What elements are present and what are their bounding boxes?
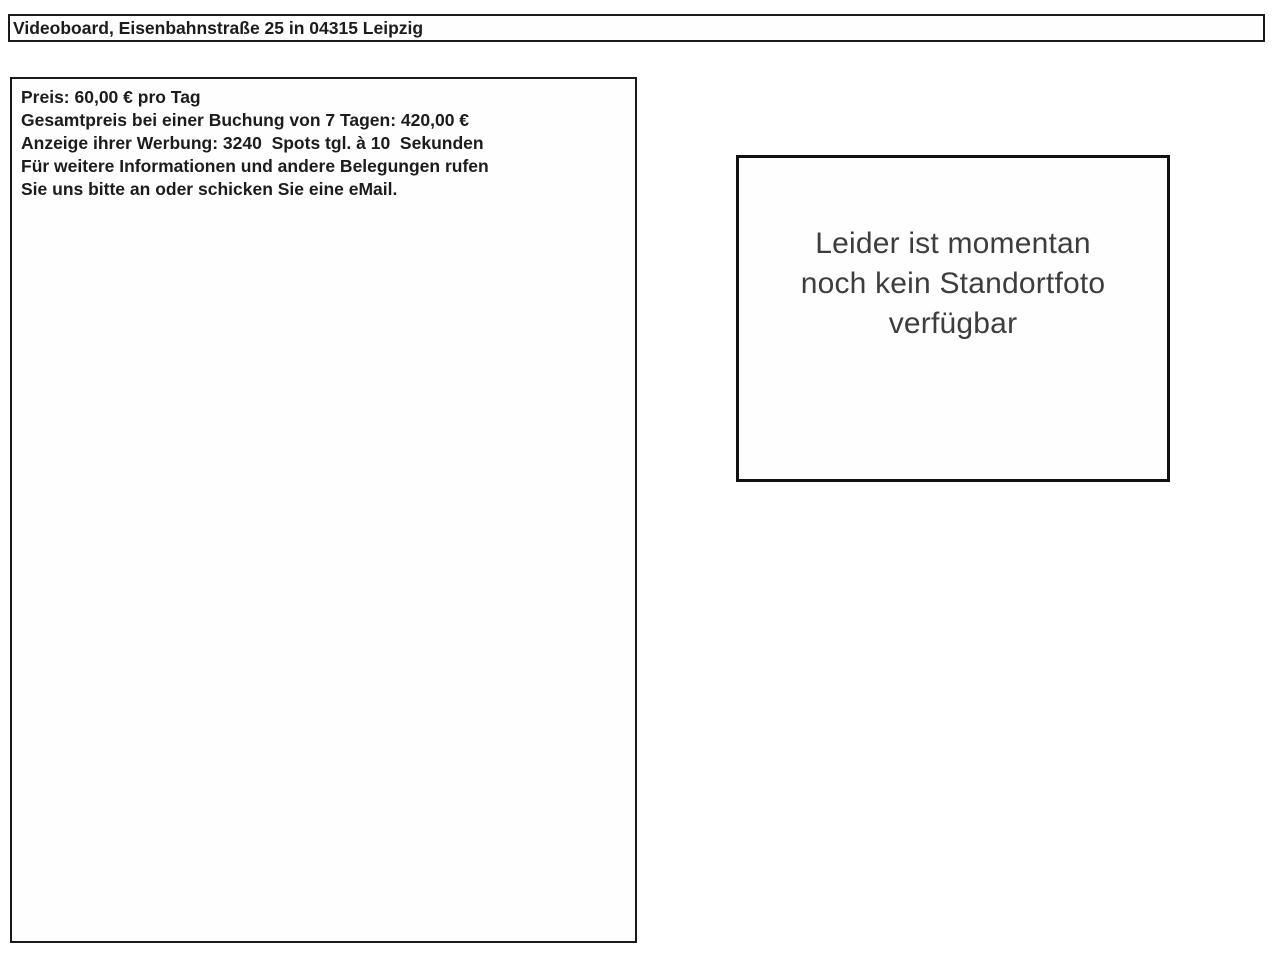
contact-note-line-1: Für weitere Informationen und andere Belegungen rufen	[21, 156, 489, 176]
location-photo-placeholder	[736, 155, 1170, 482]
contact-note-line-2: Sie uns bitte an oder schicken Sie eine eMail.	[21, 179, 398, 199]
contact-note	[21, 155, 611, 201]
total-price-text: Gesamtpreis bei einer Buchung von 7 Tagen: 420,00 €	[21, 110, 470, 130]
ad-spots-text: Anzeige ihrer Werbung: 3240 Spots tgl. à 10 Sekunden	[21, 133, 484, 153]
listing-title: Videoboard, Eisenbahnstraße 25 in 04315 Leipzig	[13, 18, 424, 38]
no-photo-message-line-1: Leider ist momentan	[815, 227, 1091, 260]
no-photo-message-line-3: verfügbar	[888, 307, 1018, 340]
no-photo-message	[739, 224, 1167, 344]
booking-info-box	[10, 77, 637, 943]
price-per-day-text: Preis: 60,00 € pro Tag	[21, 87, 201, 107]
listing-title-bar	[8, 14, 1265, 42]
no-photo-message-line-2: noch kein Standortfoto	[800, 267, 1106, 300]
